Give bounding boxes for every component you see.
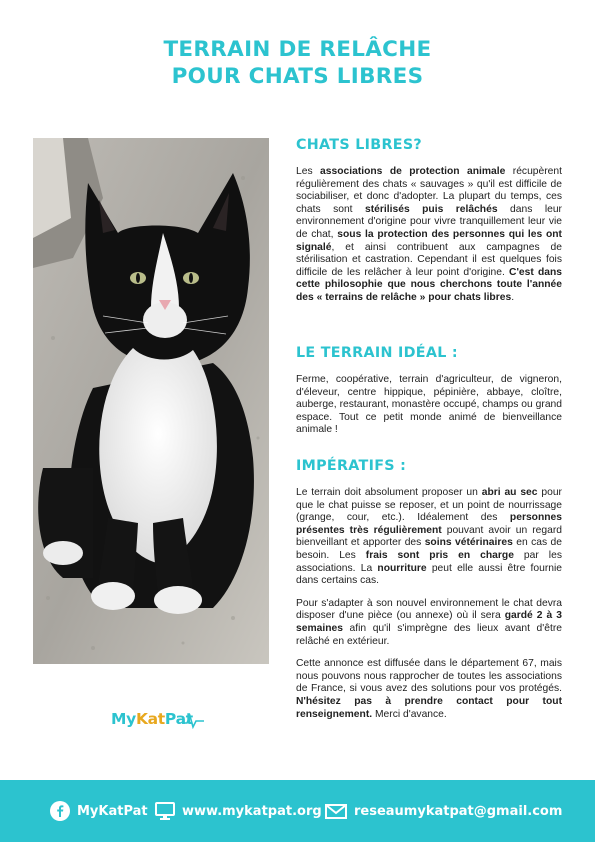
email-link[interactable] [325, 780, 562, 842]
cat-photo [33, 138, 269, 664]
logo-my: My [111, 710, 136, 728]
title-line-2: POUR CHATS LIBRES [171, 64, 424, 89]
facebook-label: MyKatPat [77, 803, 148, 819]
monitor-icon [155, 802, 175, 820]
section-terrain-ideal [296, 344, 562, 437]
section-paragraph: Pour s'adapter à son nouvel environnement le chat devra disposer d'une pièce (ou annexe) où il sera gardé 2 à 3 semaines afin qu'il s'imprègne des lieux avant d'être relâché en extérieur. [296, 597, 562, 647]
section-imperatifs [296, 457, 562, 721]
section-chats-libres [296, 136, 562, 305]
website-label: www.mykatpat.org [182, 803, 322, 819]
facebook-link[interactable] [50, 780, 148, 842]
section-paragraph: Le terrain doit absolument proposer un abri au sec pour que le chat puisse se reposer, et un point de nourrissage (grange, cour, etc.). Idéalement des personnes présentes très régulièrement pouvant avoir un regard bienveillant et apporter des soins vétérinaires en cas de besoin. Les frais sont pris en charge par les associations. La nourriture peut elle aussi être fournie dans certains cas. [296, 487, 563, 587]
mykatpat-logo [102, 708, 212, 738]
title-line-1: TERRAIN DE RELÂCHE [163, 37, 432, 62]
envelope-icon [325, 804, 347, 819]
section-paragraph: Cette annonce est diffusée dans le département 67, mais nous pouvons nous rapprocher de toutes les associations de France, si vous avez des solutions pour vos protégés. N'hésitez pas à prendre contact pour tout renseignement. Merci d'avance. [296, 658, 562, 720]
facebook-icon [50, 801, 70, 821]
logo-kat: Kat [135, 710, 165, 728]
page-title [0, 36, 595, 90]
section-paragraph: Ferme, coopérative, terrain d'agriculteur, de vigneron, d'éleveur, centre hippique, pépinière, abbaye, cloître, auberge, restaurant, monastère occupé, champs ou grand espace. Tout ce petit monde animé de bienveillance animale ! [296, 374, 562, 436]
website-link[interactable] [155, 780, 322, 842]
email-label: reseaumykatpat@gmail.com [354, 803, 563, 819]
section-heading: LE TERRAIN IDÉAL : [296, 345, 458, 361]
footer-bar [0, 780, 595, 842]
logo-pat: Pat [164, 710, 193, 728]
section-heading: CHATS LIBRES? [296, 137, 423, 153]
section-paragraph: Les associations de protection animale récupèrent régulièrement des chats « sauvages » qu'il est difficile de sociabiliser, et donc d'adopter. La plupart du temps, ces chats sont stérilisés puis relâchés dans leur environnement d'origine pour vivre tranquillement leur vie de chat, sous la protection des personnes qui les ont signalé, et ainsi contribuent aux campagnes de stérilisation et castration. Cependant il est quelques fois difficile de les relâcher à leur point d'origine. C'est dans cette philosophie que nous cherchons toute l'année des « terrains de relâche » pour chats libres. [296, 166, 563, 303]
section-heading: IMPÉRATIFS : [296, 458, 407, 474]
heartbeat-icon [182, 713, 204, 729]
